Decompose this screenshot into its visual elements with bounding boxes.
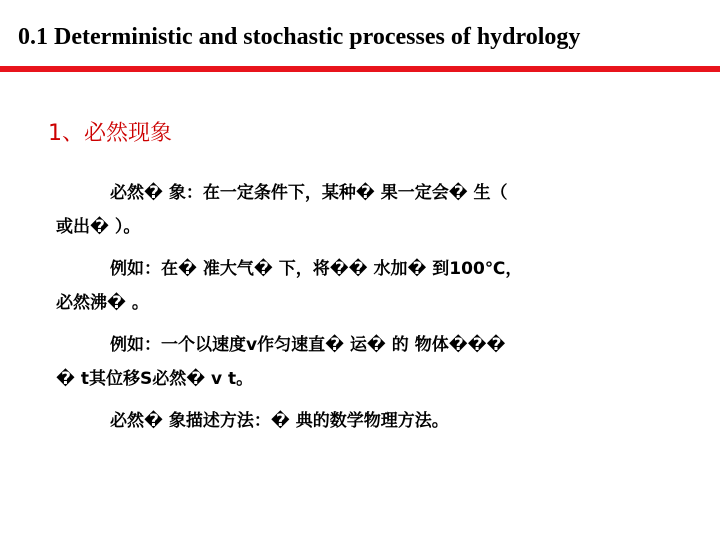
paragraph-line: 必然沸� 。	[56, 293, 149, 313]
section-heading: 1、必然现象	[48, 121, 172, 146]
paragraph-line: 例如：在� 准大气� 下，将�� 水加� 到100℃，	[110, 259, 523, 279]
paragraph-definition	[56, 176, 656, 244]
paragraph-example-motion	[56, 328, 656, 396]
paragraph-line: 必然� 象描述方法：� 典的数学物理方法。	[110, 411, 449, 431]
paragraph-line: � t其位移S必然� v t。	[56, 369, 254, 389]
paragraph-line: 或出� ）。	[56, 217, 141, 237]
paragraph-method	[56, 404, 656, 438]
slide-title: 0.1 Deterministic and stochastic processes of hydrology	[18, 24, 581, 50]
paragraph-line: 必然� 象：在一定条件下，某种� 果一定会� 生（	[110, 183, 508, 203]
paragraph-line: 例如：一个以速度v作匀速直� 运� 的 物体���	[110, 335, 506, 355]
paragraph-example-boiling	[56, 252, 656, 320]
title-underline	[0, 66, 720, 72]
